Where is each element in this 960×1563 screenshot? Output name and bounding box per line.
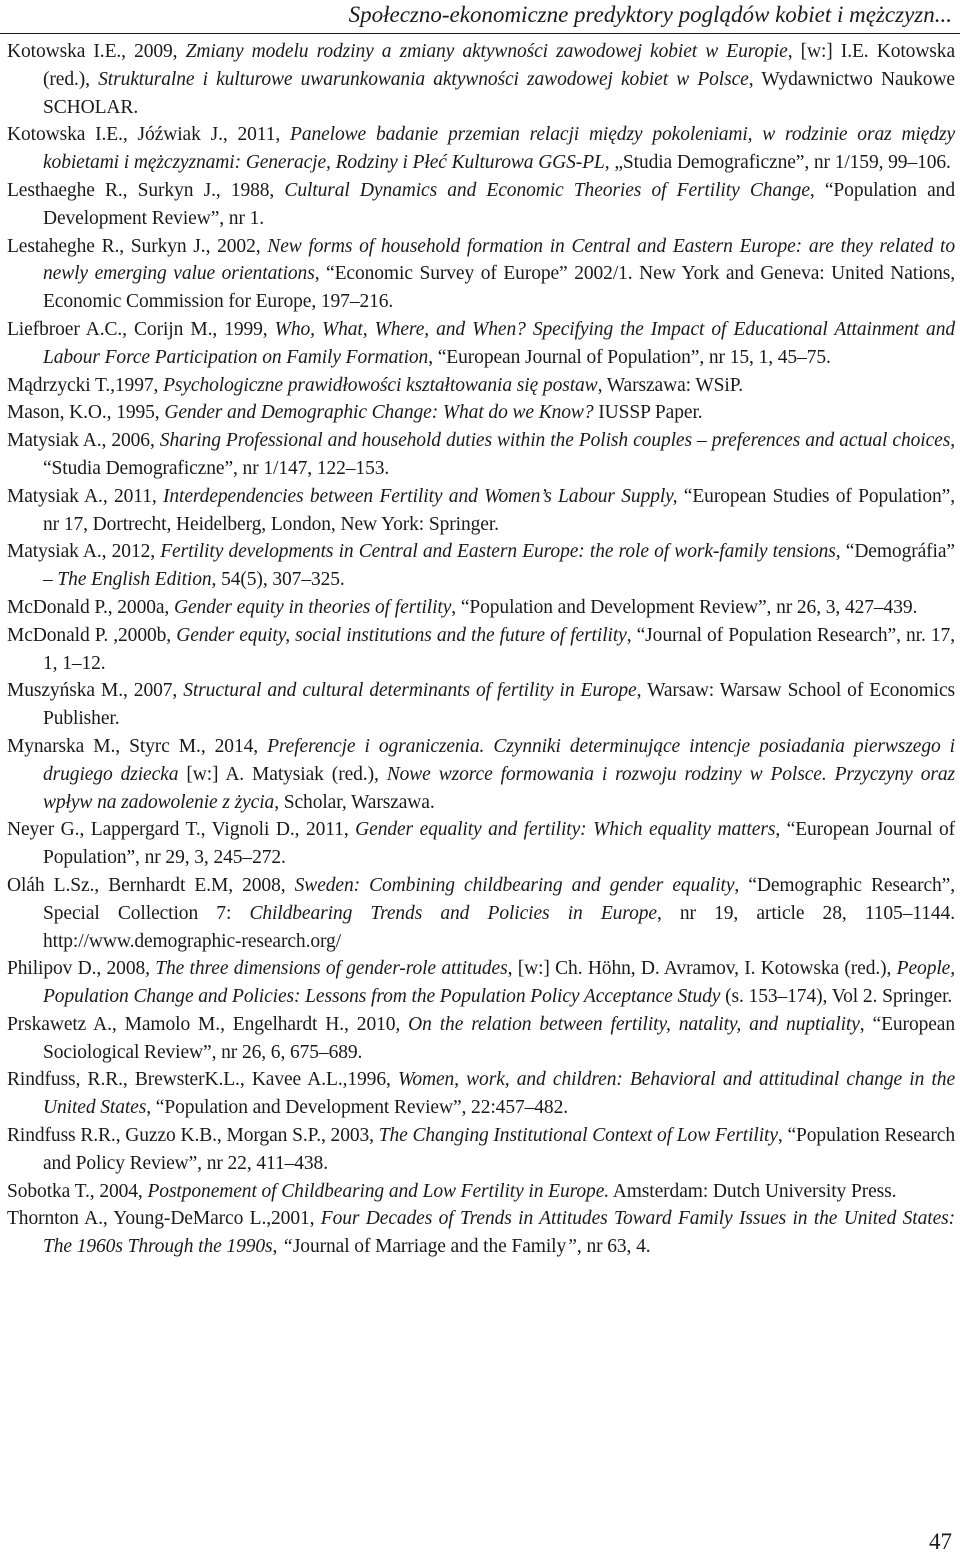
reference-entry: [7, 955, 955, 1011]
reference-text: Kotowska I.E., Jóźwiak J., 2011,: [7, 124, 291, 146]
reference-entry: [7, 594, 955, 622]
reference-text: Thornton A., Young-DeMarco L.,2001,: [7, 1208, 321, 1230]
reference-text: , “European Journal of Population”, nr 29, 3, 245–272.: [43, 819, 955, 869]
reference-text: , “Journal of Population Research”, nr. 17, 1, 1–12.: [43, 624, 955, 674]
reference-text: , “European Journal of Population”, nr 15, 1, 45–75.: [428, 346, 831, 368]
reference-text: , “Population and Development Review”, 22:457–482.: [146, 1097, 568, 1119]
reference-text: Lestaheghe R., Surkyn J., 2002,: [7, 235, 268, 257]
reference-entry: [7, 872, 955, 955]
reference-title-text: Sweden: Combining childbearing and gender equality: [294, 874, 735, 896]
reference-title-text: Interdependencies between Fertility and Women’s Labour Supply,: [163, 485, 678, 507]
reference-text: Amsterdam: Dutch University Press.: [609, 1180, 897, 1202]
reference-title-text: Childbearing Trends and Policies in Europe: [249, 902, 657, 924]
reference-title-text: Panelowe badanie przemian relacji między pokoleniami, w rodzinie oraz między kobietami i mężczyznami: Generacje, Rodziny i Płeć Kulturowa GGS-PL,: [43, 124, 955, 174]
reference-title-text: Gender equity, social institutions and the future of fertility: [176, 624, 627, 646]
reference-text: “Demográfia”: [840, 541, 955, 563]
reference-title-text: Zmiany modelu rodziny a zmiany aktywności zawodowej kobiet w Europie: [185, 41, 788, 62]
reference-title-text: People, Population Change and Policies: Lessons from the Population Policy Acceptance Study: [43, 958, 955, 1008]
reference-title-text: Strukturalne i kulturowe uwarunkowania aktywności zawodowej kobiet w Polsce: [98, 68, 749, 90]
reference-title-text: Nowe wzorce formowania i rozwoju rodziny w Polsce. Przyczyny oraz wpływ na zadowolenie z życia: [43, 763, 955, 813]
reference-text: Sobotka T., 2004,: [7, 1180, 148, 1202]
reference-text: , “Population and Development Review”, nr 1.: [43, 179, 955, 229]
reference-text: , “European Sociological Review”, nr 26, 6, 675–689.: [43, 1013, 955, 1063]
reference-list: [7, 38, 955, 1261]
reference-entry: [7, 483, 955, 539]
reference-entry: [7, 1178, 955, 1206]
reference-text: Lesthaeghe R., Surkyn J., 1988,: [7, 179, 285, 201]
reference-title-text: The three dimensions of gender-role attitudes: [155, 958, 508, 980]
reference-text: Journal of Marriage and the Family: [292, 1236, 567, 1258]
reference-entry: [7, 372, 955, 400]
reference-text: [w:] A. Matysiak (red.),: [178, 763, 387, 785]
reference-text: (s. 153–174), Vol 2. Springer.: [720, 986, 953, 1008]
page-number: 47: [929, 1529, 952, 1554]
reference-text: , “Demographic Research”, Special Collection 7:: [43, 874, 955, 924]
reference-text: McDonald P. ,2000b,: [7, 624, 177, 646]
reference-title-text: Who, What, Where, and When? Specifying the Impact of Educational Attainment and Labour Force Participation on Family Formation: [43, 318, 956, 368]
reference-text: Rindfuss, R.R., BrewsterK.L., Kavee A.L.,1996,: [7, 1069, 398, 1091]
reference-entry: [7, 1205, 955, 1261]
reference-text: , nr 63, 4.: [576, 1236, 651, 1258]
reference-title-text: Sharing Professional and household duties within the Polish couples – preferences and actual choices: [159, 430, 951, 452]
reference-entry: [7, 121, 955, 177]
reference-text: , Scholar, Warszawa.: [274, 791, 435, 813]
reference-title-text: – The English Edition,: [43, 569, 217, 591]
reference-text: Matysiak A., 2012,: [7, 541, 161, 563]
reference-entry: [7, 233, 955, 316]
reference-text: , “Economic Survey of Europe” 2002/1. New York and Geneva: United Nations, Economic Commission for Europe, 197–216.: [43, 263, 955, 313]
reference-text: Kotowska I.E., 2009,: [7, 41, 186, 62]
reference-text: , Warszawa: WSiP.: [597, 374, 744, 396]
reference-title-text: On the relation between fertility, natality, and nuptiality: [408, 1013, 860, 1035]
reference-text: Rindfuss R.R., Guzzo K.B., Morgan S.P., 2003,: [7, 1125, 379, 1147]
reference-text: , “Studia Demograficzne”, nr 1/147, 122–153.: [43, 430, 955, 479]
reference-text: , “Population and Development Review”, nr 26, 3, 427–439.: [451, 596, 918, 618]
reference-text: Matysiak A., 2011,: [7, 485, 163, 507]
reference-text: , [w:] Ch. Höhn, D. Avramov, I. Kotowska (red.),: [507, 958, 897, 980]
reference-text: Neyer G., Lappergard T., Vignoli D., 2011,: [7, 819, 356, 841]
reference-title-text: Four Decades of Trends in Attitudes Toward Family Issues in the United States: The 1960s Through the 1990s, “: [43, 1208, 956, 1258]
reference-entry: [7, 816, 955, 872]
reference-text: Mason, K.O., 1995,: [7, 402, 165, 424]
reference-text: , Wydawnictwo Naukowe SCHOLAR.: [43, 68, 955, 118]
reference-title-text: New forms of household formation in Central and Eastern Europe: are they related to newly emerging value orientations: [43, 235, 955, 285]
reference-text: IUSSP Paper.: [593, 402, 703, 424]
reference-text: “European Studies of Population”, nr 17, Dortrecht, Heidelberg, London, New York: Springer.: [43, 485, 955, 535]
running-header: Społeczno-ekonomiczne predyktory poglądów kobiet i mężczyzn...: [348, 2, 952, 27]
reference-entry: [7, 733, 955, 816]
reference-entry: [7, 622, 955, 678]
reference-entry: [7, 177, 955, 233]
reference-title-text: The Changing Institutional Context of Low Fertility: [378, 1125, 778, 1147]
reference-text: 54(5), 307–325.: [216, 569, 345, 591]
reference-text: Oláh L.Sz., Bernhardt E.M, 2008,: [7, 874, 295, 896]
reference-entry: [7, 1122, 955, 1178]
reference-entry: [7, 1011, 955, 1067]
reference-title-text: Women, work, and children: Behavioral and attitudinal change in the United States: [43, 1069, 955, 1119]
reference-entry: [7, 427, 955, 483]
reference-text: Prskawetz A., Mamolo M., Engelhardt H., 2010,: [7, 1013, 409, 1035]
reference-text: , nr 19, article 28, 1105–1144. http://www.demographic-research.org/: [43, 902, 955, 952]
reference-entry: [7, 399, 955, 427]
header-divider: [0, 33, 960, 34]
reference-title-text: ”: [566, 1236, 577, 1258]
reference-title-text: Structural and cultural determinants of fertility in Europe: [183, 680, 637, 702]
reference-text: Mądrzycki T.,1997,: [7, 374, 164, 396]
reference-text: Muszyńska M., 2007,: [7, 680, 184, 702]
reference-title-text: Gender and Demographic Change: What do we Know?: [164, 402, 594, 424]
reference-entry: [7, 38, 955, 121]
reference-text: Mynarska M., Styrc M., 2014,: [7, 735, 268, 757]
reference-entry: [7, 316, 955, 372]
reference-text: Matysiak A., 2006,: [7, 430, 160, 452]
reference-title-text: Psychologiczne prawidłowości kształtowania się postaw: [163, 374, 598, 396]
reference-entry: [7, 677, 955, 733]
reference-text: , [w:] I.E. Kotowska (red.),: [43, 41, 955, 90]
reference-title-text: Gender equity in theories of fertility: [174, 596, 452, 618]
reference-text: McDonald P., 2000a,: [7, 596, 174, 618]
reference-text: , Warsaw: Warsaw School of Economics Publisher.: [43, 680, 955, 730]
reference-text: , “Population Research and Policy Review”, nr 22, 411–438.: [43, 1125, 956, 1174]
reference-title-text: Preferencje i ograniczenia. Czynniki determinujące intencje posiadania pierwszego i drugiego dziecka: [43, 735, 955, 785]
reference-title-text: Cultural Dynamics and Economic Theories of Fertility Change: [284, 179, 810, 201]
reference-text: Philipov D., 2008,: [7, 958, 156, 980]
reference-title-text: Postponement of Childbearing and Low Fertility in Europe.: [147, 1180, 610, 1202]
reference-title-text: Gender equality and fertility: Which equality matters: [355, 819, 776, 841]
reference-entry: [7, 1066, 955, 1122]
reference-text: Liefbroer A.C., Corijn M., 1999,: [7, 318, 275, 340]
reference-title-text: Fertility developments in Central and Eastern Europe: the role of work-family tensions,: [160, 541, 841, 563]
reference-entry: [7, 538, 955, 594]
reference-text: „Studia Demograficzne”, nr 1/159, 99–106.: [609, 152, 951, 174]
